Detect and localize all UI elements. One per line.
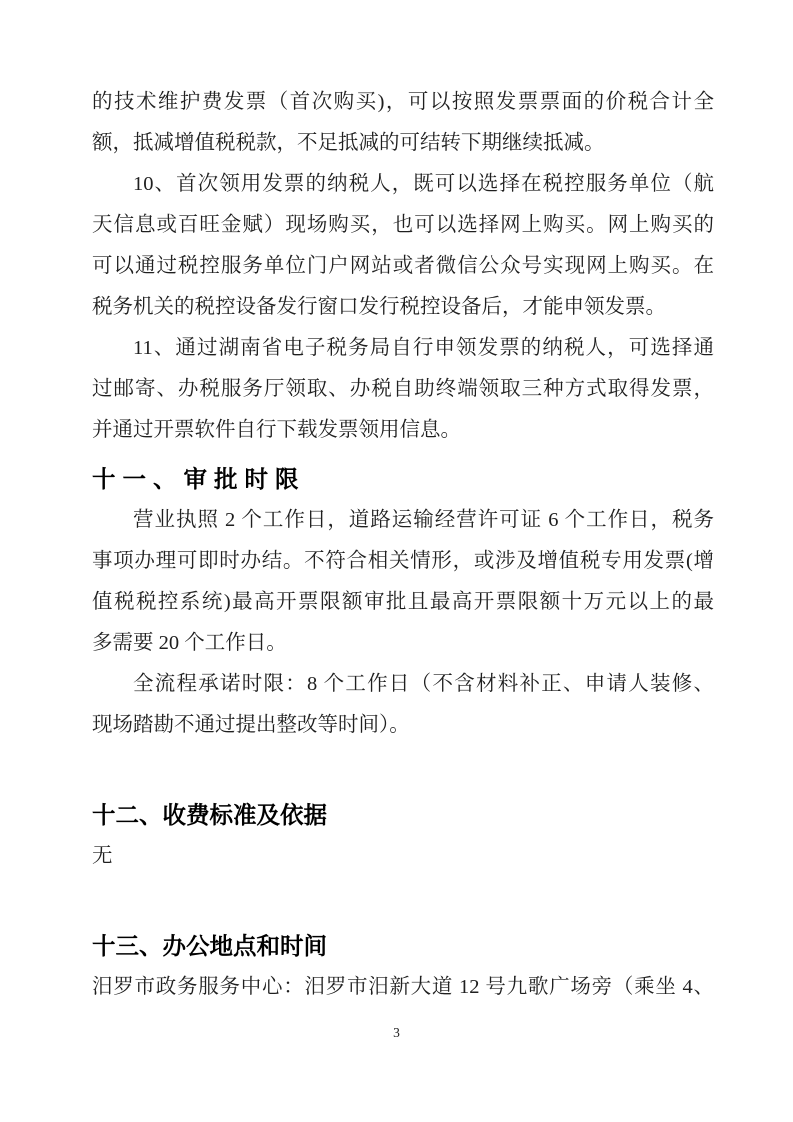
text-line: 税务机关的税控设备发行窗口发行税控设备后，才能申领发票。: [92, 296, 666, 318]
text-line: 营业执照 2 个工作日，道路运输经营许可证 6 个工作日，税务: [133, 509, 714, 531]
empty-line: [92, 746, 714, 787]
text-line: 现场踏勘不通过提出整改等时间）。: [92, 714, 410, 736]
text-line: 全流程承诺时限：8 个工作日（不含材料补正、申请人装修、: [133, 673, 714, 695]
document-content: [92, 82, 714, 1008]
section-heading: 十一、审批时限: [92, 466, 306, 492]
text-line: 多需要 20 个工作日。: [92, 632, 287, 654]
text-line: 并通过开票软件自行下载发票领用信息。: [92, 419, 461, 441]
text-line: 值税税控系统)最高开票限额审批且最高开票限额十万元以上的最: [92, 591, 714, 613]
text-line: 10、首次领用发票的纳税人，既可以选择在税控服务单位（航: [133, 173, 714, 195]
page-footer: [0, 1024, 793, 1042]
text-line: 11、通过湖南省电子税务局自行申领发票的纳税人，可选择通: [133, 337, 714, 359]
section-heading: 十二、收费标准及依据: [92, 802, 327, 828]
text-line: 可以通过税控服务单位门户网站或者微信公众号实现网上购买。在: [92, 255, 714, 277]
text-line: 的技术维护费发票（首次购买)，可以按照发票票面的价税合计全: [92, 91, 714, 113]
text-line: 事项办理可即时办结。不符合相关情形，或涉及增值税专用发票(增: [92, 550, 714, 572]
empty-line: [92, 877, 714, 918]
text-line: 天信息或百旺金赋）现场购买，也可以选择网上购买。网上购买的: [92, 214, 714, 236]
text-line: 无: [92, 845, 113, 867]
text-line: 额，抵减增值税税款，不足抵减的可结转下期继续抵减。: [92, 132, 605, 154]
section-heading: 十三、办公地点和时间: [92, 933, 327, 959]
text-line: 汨罗市政务服务中心：汨罗市汨新大道 12 号九歌广场旁（乘坐 4、: [92, 976, 714, 998]
text-line: 过邮寄、办税服务厅领取、办税自助终端领取三种方式取得发票，: [92, 378, 714, 400]
page-number: 3: [393, 1025, 400, 1040]
